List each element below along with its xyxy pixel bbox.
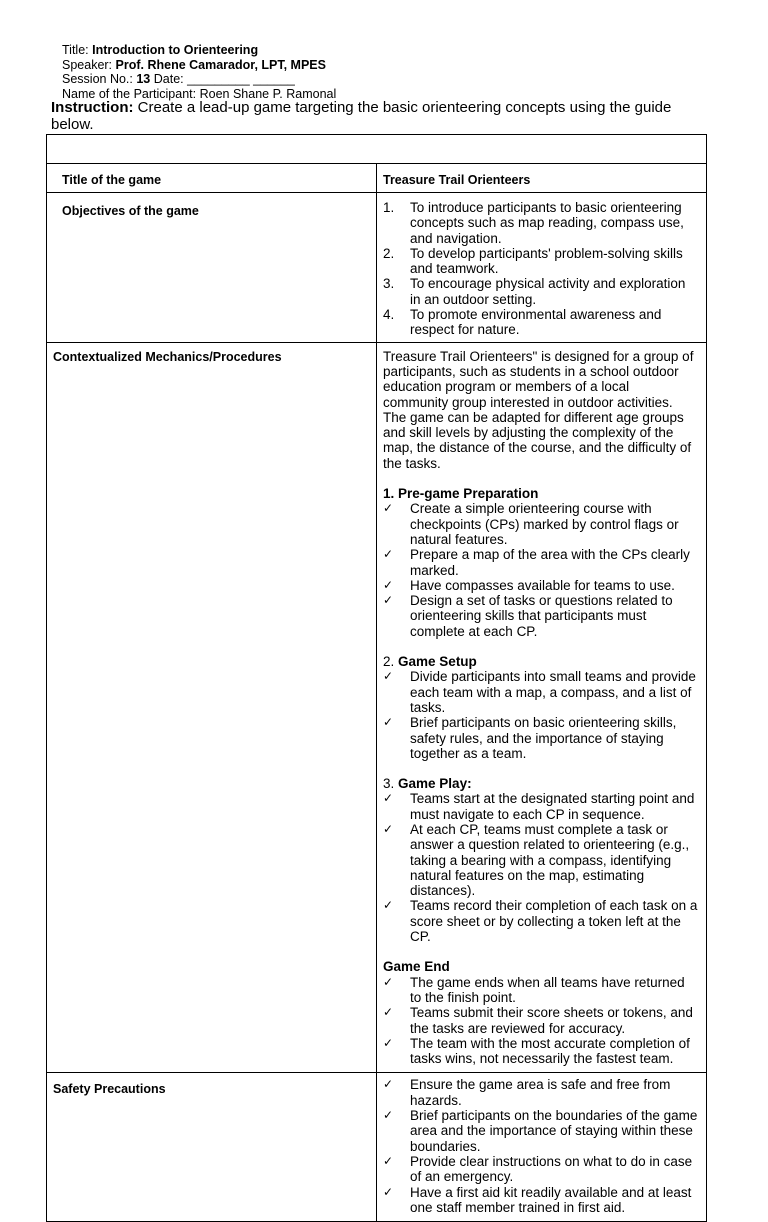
objectives-label-cell [47,193,377,343]
mechanics-value-cell [377,342,707,1073]
check-icon: ✓ [383,1108,394,1123]
document-header [62,43,336,101]
check-icon: ✓ [383,577,394,592]
checklist-item-text: Design a set of tasks or questions related to orienteering skills that participants must complete at each CP. [410,593,673,639]
mechanics-section [383,959,698,1066]
objectives-list [383,200,696,338]
objective-number: 1. [383,200,395,215]
safety-item [383,1185,698,1216]
safety-item [383,1108,698,1154]
safety-label: Safety Precautions [53,1082,166,1097]
objective-number: 4. [383,307,395,323]
checklist-item [383,975,698,1006]
title-value: Introduction to Orienteering [92,43,259,57]
section-number: 2. [383,654,395,670]
section-number: 1. [383,486,395,502]
game-title-value: Treasure Trail Orienteers [383,173,531,187]
checklist-item [383,593,698,639]
check-icon: ✓ [383,1077,394,1092]
safety-item-text: Brief participants on the boundaries of the game area and the importance of staying within these boundaries. [410,1108,698,1154]
checklist-item [383,1036,698,1067]
mechanics-row [47,342,707,1073]
speaker-line [62,58,336,73]
check-icon: ✓ [383,898,394,913]
objective-text: To promote environmental awareness and respect for nature. [410,307,662,338]
checklist-item [383,669,698,715]
check-icon: ✓ [383,501,394,516]
participant-label: Name of the Participant: [62,86,197,101]
objective-item [383,200,696,246]
checklist-item-text: Teams submit their score sheets or tokens, and the tasks are reviewed for accuracy. [410,1005,693,1036]
checklist-item [383,822,698,898]
safety-item-text: Provide clear instructions on what to do in case of an emergency. [410,1153,693,1185]
objective-text: To develop participants' problem-solving skills and teamwork. [410,245,683,277]
check-icon: ✓ [383,974,394,989]
objective-text: To encourage physical activity and exploration in an outdoor setting. [410,276,686,307]
check-icon: ✓ [383,1005,394,1020]
check-icon: ✓ [383,791,394,806]
safety-value-cell [377,1073,707,1222]
checklist-item [383,501,698,547]
checklist-item [383,547,698,578]
checklist-item-text: The team with the most accurate completion of tasks wins, not necessarily the fastest team. [410,1035,690,1067]
checklist-item-text: Create a simple orienteering course with checkpoints (CPs) marked by control flags or natural features. [410,501,679,547]
date-label: Date: [153,72,184,86]
objective-item [383,307,696,338]
safety-item-text: Ensure the game area is safe and free from hazards. [410,1077,671,1108]
objectives-row [47,193,707,343]
check-icon: ✓ [383,715,394,730]
checklist-item [383,1005,698,1036]
checklist-item-text: Teams record their completion of each task on a score sheet or by collecting a token left at the CP. [410,898,698,945]
safety-row [47,1073,707,1222]
speaker-value: Prof. Rhene Camarador, LPT, MPES [115,57,326,72]
section-checklist [383,669,698,761]
objective-item [383,276,696,307]
checklist-item-text: Prepare a map of the area with the CPs clearly marked. [410,547,690,578]
checklist-item-text: Teams start at the designated starting point and must navigate to each CP in sequence. [410,791,695,822]
safety-list [383,1077,698,1215]
session-value: 13 [136,72,151,86]
mechanics-label: Contextualized Mechanics/Procedures [53,349,282,364]
mechanics-intro: Treasure Trail Orienteers" is designed for a group of participants, such as students in a school outdoor education program or members of a local community group interested in outdoor activities. The game can be adapted for different age groups and skill levels by adjusting the complexity of the map, the distance of the course, and the difficulty of the tasks. [383,348,694,471]
checklist-item-text: The game ends when all teams have returned to the finish point. [410,974,685,1005]
instruction [51,100,711,133]
checklist-item-text: At each CP, teams must complete a task or answer a question related to orienteering (e.g., taking a bearing with a compass, identifying natural features on the map, estimating distances). [410,821,690,899]
game-title-value-cell [377,164,707,193]
objectives-label: Objectives of the game [62,204,199,218]
objective-item [383,246,696,277]
section-number: 3. [383,776,395,792]
section-title-text: Game Setup [398,654,477,670]
game-title-label-cell [47,164,377,193]
section-checklist [383,791,698,944]
check-icon: ✓ [383,1153,394,1168]
checklist-item [383,578,698,593]
participant-value: Roen Shane P. Ramonal [199,86,337,101]
mechanics-section [383,486,698,639]
session-label: Session No.: [62,72,133,86]
objectives-value-cell [377,193,707,343]
mechanics-label-cell [47,342,377,1073]
checklist-item-text: Divide participants into small teams and provide each team with a map, a compass, and a list of tasks. [410,669,696,715]
game-title-label: Title of the game [62,173,162,187]
blank-header-row [47,135,707,164]
section-checklist [383,975,698,1067]
title-line [62,43,336,58]
checklist-item-text: Brief participants on basic orienteering skills, safety rules, and the importance of staying together as a team. [410,715,677,761]
objective-number: 3. [383,276,395,292]
check-icon: ✓ [383,547,394,562]
section-title [383,776,698,791]
objective-text: To introduce participants to basic orienteering concepts such as map reading, compass use, and navigation. [410,200,684,246]
blank-header-cell [47,135,707,164]
game-guide-table [46,134,707,1222]
checklist-item [383,791,698,822]
section-checklist [383,501,698,639]
safety-label-cell [47,1073,377,1222]
objective-number: 2. [383,245,395,261]
mechanics-section [383,776,698,944]
check-icon: ✓ [383,1035,394,1050]
instruction-label: Instruction: [51,99,134,116]
title-row [47,164,707,193]
mechanics-section [383,654,698,761]
check-icon: ✓ [383,821,394,836]
check-icon: ✓ [383,1184,394,1199]
date-value: _________ ______ [187,72,295,86]
section-title [383,654,698,669]
check-icon: ✓ [383,593,394,608]
instruction-text: Create a lead-up game targeting the basic orienteering concepts using the guide below. [51,99,672,133]
checklist-item [383,898,698,944]
safety-item [383,1154,698,1185]
section-title-text: Game End [383,959,450,975]
section-title-text: Game Play: [398,776,472,792]
check-icon: ✓ [383,669,394,684]
safety-item-text: Have a first aid kit readily available and at least one staff member trained in first aid. [410,1184,692,1215]
checklist-item-text: Have compasses available for teams to use. [410,577,675,593]
section-title [383,959,698,974]
speaker-label: Speaker: [62,57,113,72]
session-line [62,72,336,87]
title-label: Title: [62,43,89,57]
safety-item [383,1077,698,1108]
mechanics-sections [383,486,698,1066]
section-title-text: Pre-game Preparation [398,486,539,502]
checklist-item [383,715,698,761]
section-title [383,486,698,501]
